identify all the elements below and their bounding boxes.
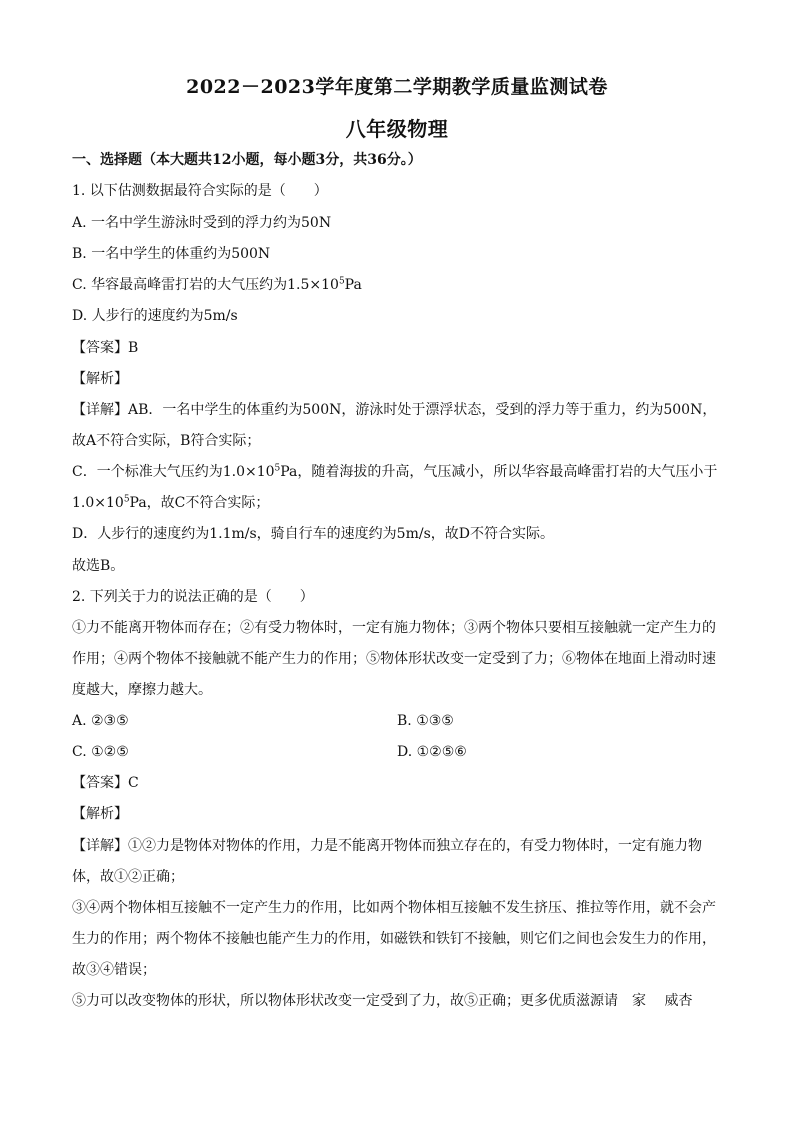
- q1-detail-1: [72, 400, 732, 420]
- q2-detail-2: 体，故①②正确；: [72, 869, 184, 885]
- q1-analysis-tag: 【解析】: [72, 371, 128, 387]
- q2-option-b: B. ①③⑤: [397, 713, 454, 729]
- q1-option-c: [72, 275, 732, 295]
- q1-detail-5: D．人步行的速度约为1.1m/s，骑自行车的速度约为5m/s，故D不符合实际。: [72, 526, 554, 542]
- q1-detail-3-rest: Pa，随着海拔的升高，气压减小，所以华容最高峰雷打岩的大气压小于: [280, 464, 718, 480]
- q1-stem: 1. 以下估测数据最符合实际的是（ ）: [72, 183, 328, 199]
- q2-body-2: 作用；④两个物体不接触就不能产生力的作用；⑤物体形状改变一定受到了力；⑥物体在地面上滑动时速: [72, 651, 716, 667]
- q1-analysis: [72, 369, 732, 389]
- q1-detail-4: [72, 493, 732, 513]
- q2-option-d: D. ①②⑤⑥: [397, 744, 467, 760]
- q1-option-c-exponent: 5: [338, 276, 345, 287]
- q2-body-3: 度越大，摩擦力越大。: [72, 682, 212, 698]
- q1-detail-4-text: 1.0×10: [72, 495, 124, 511]
- q2-detail-1: [72, 836, 732, 856]
- q1-answer: [72, 338, 732, 358]
- q1-option-c-text: C. 华容最高峰雷打岩的大气压约为1.5×10: [72, 277, 339, 293]
- q2-detail-1-text: ①②力是物体对物体的作用，力是不能离开物体而独立存在的，有受力物体时，一定有施力物: [128, 838, 702, 854]
- q1-detail-3-exponent: 5: [274, 463, 281, 474]
- q1-detail-3: [72, 462, 732, 482]
- q1-option-d: D. 人步行的速度约为5m/s: [72, 308, 238, 324]
- q1-answer-value: B: [128, 340, 139, 356]
- q1-conclusion: 故选B。: [72, 558, 125, 574]
- q2-answer-tag: 【答案】: [72, 775, 128, 791]
- q1-detail-tag: 【详解】: [72, 402, 128, 418]
- q2-body-1: ①力不能离开物体而存在；②有受力物体时，一定有施力物体；③两个物体只要相互接触就一定产生力的: [72, 620, 716, 636]
- page-title: 2022－2023学年度第二学期教学质量监测试卷: [186, 76, 608, 98]
- page-subtitle: 八年级物理: [345, 117, 449, 141]
- q2-answer: [72, 773, 732, 793]
- q1-detail-1-text: AB．一名中学生的体重约为500N，游泳时处于漂浮状态，受到的浮力等于重力，约为500N，: [128, 402, 717, 418]
- q2-detail-6: ⑤力可以改变物体的形状，所以物体形状改变一定受到了力，故⑤正确；更多优质滋源请 家 威杏: [72, 993, 693, 1009]
- q1-option-b: B. 一名中学生的体重约为500N: [72, 246, 271, 262]
- section-heading: 一、选择题（本大题共12小题，每小题3分，共36分。）: [72, 152, 422, 168]
- q2-detail-tag: 【详解】: [72, 838, 128, 854]
- q1-answer-tag: 【答案】: [72, 340, 128, 356]
- q1-detail-2: 故A不符合实际，B符合实际；: [72, 433, 261, 449]
- q2-analysis: [72, 804, 732, 824]
- q2-option-a: A. ②③⑤: [72, 713, 129, 729]
- q2-stem: 2. 下列关于力的说法正确的是（ ）: [72, 589, 314, 605]
- q1-detail-4-exponent: 5: [123, 494, 130, 505]
- q1-option-c-unit: Pa: [344, 277, 362, 293]
- q2-detail-5: 故③④错误；: [72, 962, 156, 978]
- q2-detail-3: ③④两个物体相互接触不一定产生力的作用，比如两个物体相互接触不发生挤压、推拉等作用，就不会产: [72, 900, 716, 916]
- q1-detail-3-text: C．一个标准大气压约为1.0×10: [72, 464, 275, 480]
- q2-option-c: C. ①②⑤: [72, 744, 129, 760]
- q1-detail-4-rest: Pa，故C不符合实际；: [129, 495, 270, 511]
- q2-detail-4: 生力的作用；两个物体不接触也能产生力的作用，如磁铁和铁钉不接触，则它们之间也会发生力的作用，: [72, 931, 716, 947]
- q2-answer-value: C: [128, 775, 139, 791]
- q2-analysis-tag: 【解析】: [72, 806, 128, 822]
- q1-option-a: A. 一名中学生游泳时受到的浮力约为50N: [72, 215, 332, 231]
